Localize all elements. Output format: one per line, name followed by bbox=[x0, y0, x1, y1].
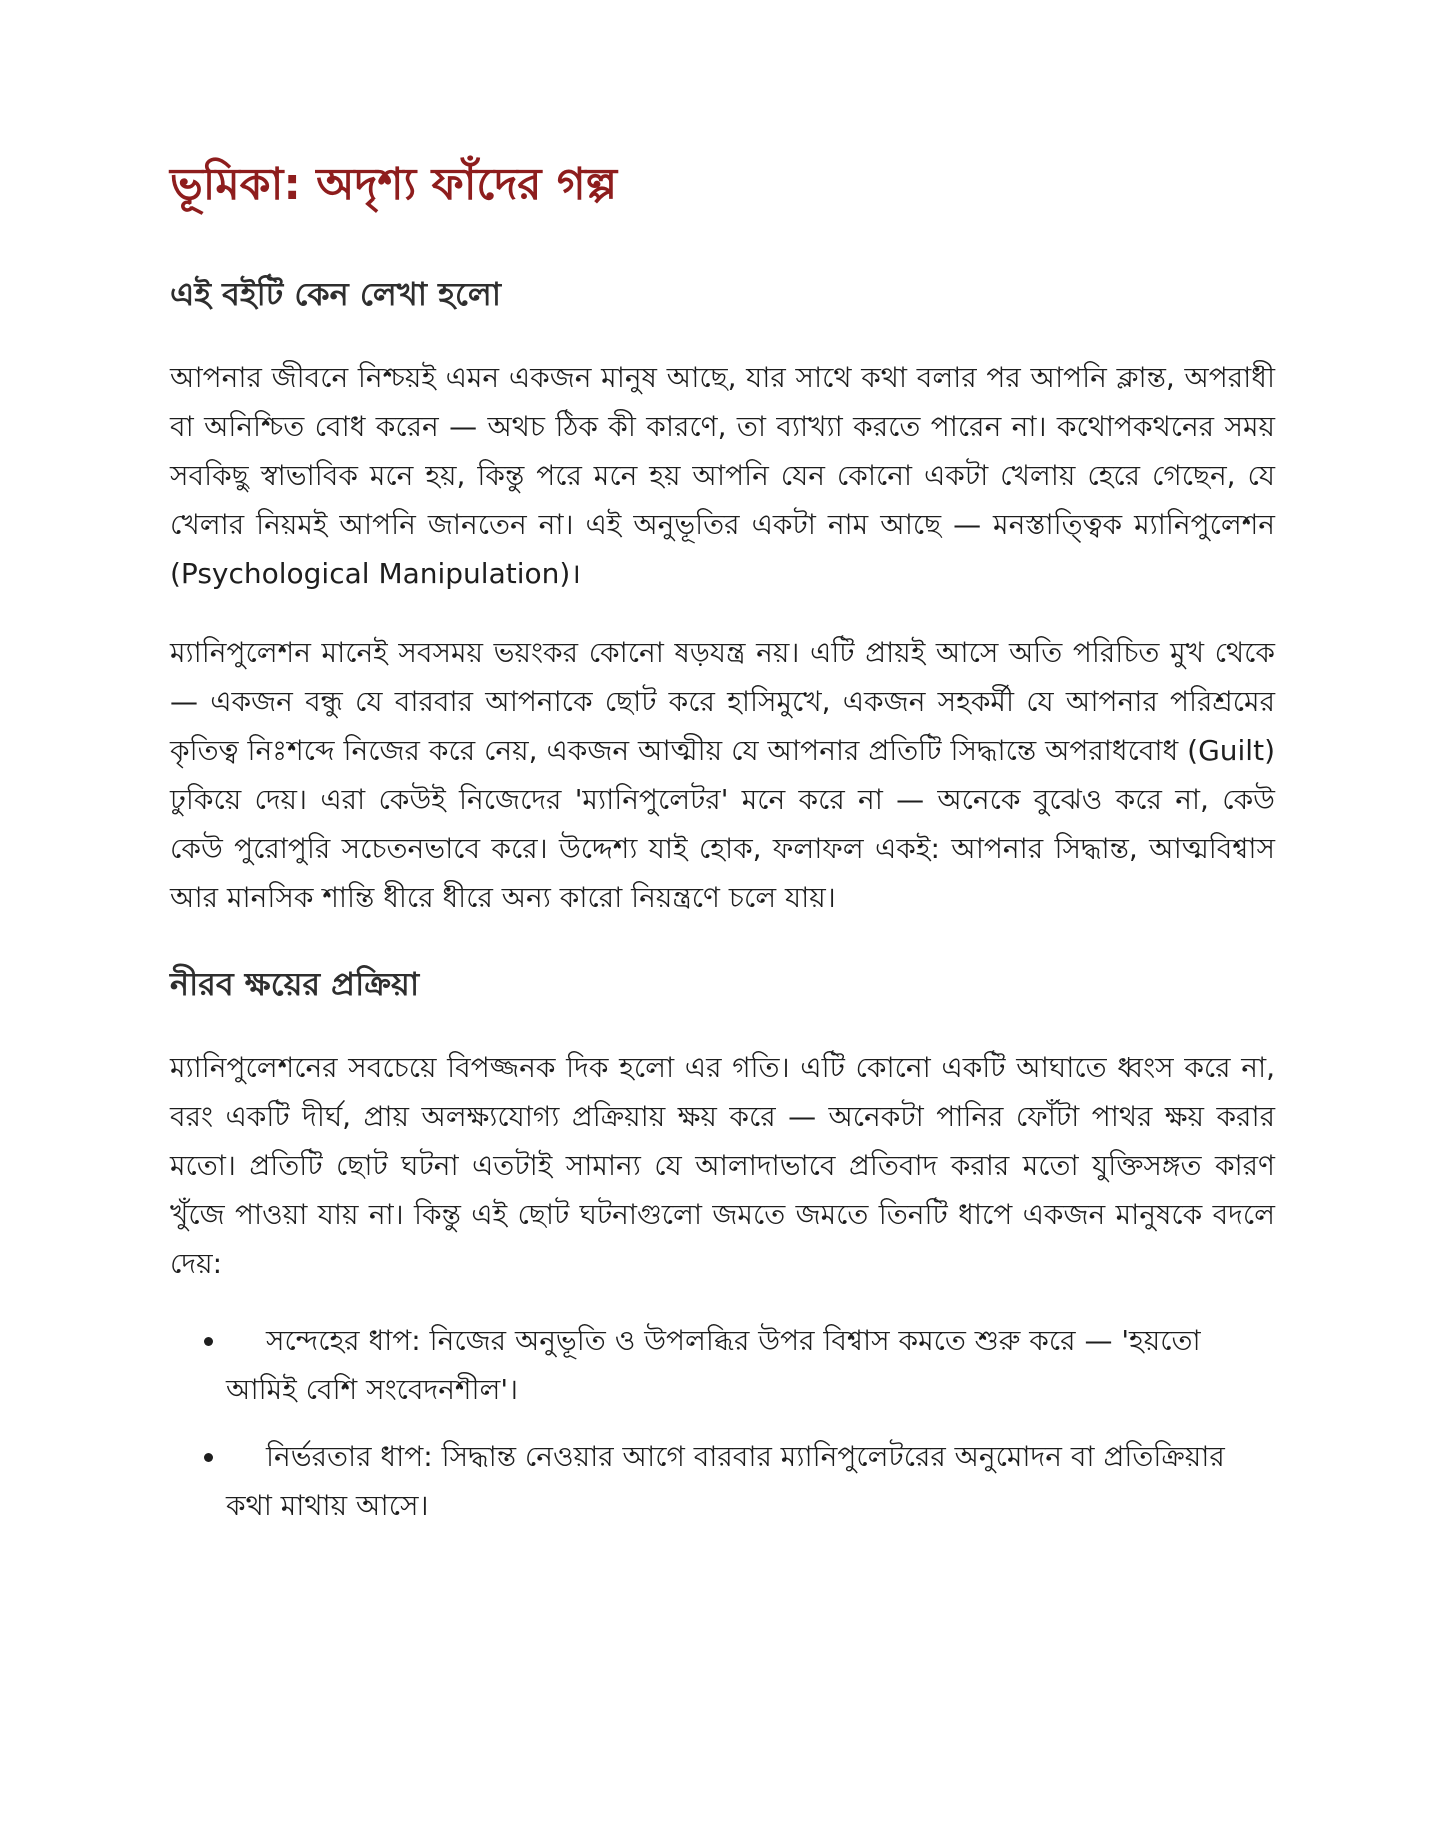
body-paragraph: ম্যানিপুলেশনের সবচেয়ে বিপজ্জনক দিক হলো এর গতি। এটি কোনো একটি আঘাতে ধ্বংস করে না, বরং একটি দীর্ঘ, প্রায় অলক্ষ্যযোগ্য প্রক্রিয়ায় ক্ষয় করে — অনেকটা পানির ফোঁটা পাথর ক্ষয় করার মতো। প্রতিটি ছোট ঘটনা এতটাই সামান্য যে আলাদাভাবে প্রতিবাদ করার মতো যুক্তিসঙ্গত কারণ খুঁজে পাওয়া যায় না। কিন্তু এই ছোট ঘটনাগুলো জমতে জমতে তিনটি ধাপে একজন মানুষকে বদলে দেয়: bbox=[170, 1051, 1275, 1280]
list-item bbox=[170, 1432, 1275, 1530]
list-item bbox=[170, 1316, 1275, 1414]
section-heading: এই বইটি কেন লেখা হলো bbox=[170, 275, 501, 313]
section-why-this-book bbox=[170, 270, 1275, 922]
bullet-icon bbox=[204, 1453, 213, 1462]
chapter-title: ভূমিকা: অদৃশ্য ফাঁদের গল্প bbox=[170, 159, 618, 210]
body-paragraph: আপনার জীবনে নিশ্চয়ই এমন একজন মানুষ আছে, যার সাথে কথা বলার পর আপনি ক্লান্ত, অপরাধী বা অনিশ্চিত বোধ করেন — অথচ ঠিক কী কারণে, তা ব্যাখ্যা করতে পারেন না। কথোপকথনের সময় সবকিছু স্বাভাবিক মনে হয়, কিন্তু পরে মনে হয় আপনি যেন কোনো একটা খেলায় হেরে গেছেন, যে খেলার নিয়মই আপনি জানতেন না। এই অনুভূতির একটা নাম আছে — মনস্তাত্ত্বিক ম্যানিপুলেশন (Psychological Manipulation)। bbox=[170, 361, 1275, 590]
section-silent-erosion bbox=[170, 960, 1275, 1530]
list-item-text: সন্দেহের ধাপ: নিজের অনুভূতি ও উপলব্ধির উপর বিশ্বাস কমতে শুরু করে — 'হয়তো আমিই বেশি সংবেদনশীল'। bbox=[226, 1324, 1201, 1406]
section-heading: নীরব ক্ষয়ের প্রক্রিয়া bbox=[170, 965, 420, 1003]
list-item-text: নির্ভরতার ধাপ: সিদ্ধান্ত নেওয়ার আগে বারবার ম্যানিপুলেটরের অনুমোদন বা প্রতিক্রিয়ার কথা মাথায় আসে। bbox=[226, 1440, 1225, 1522]
body-paragraph: ম্যানিপুলেশন মানেই সবসময় ভয়ংকর কোনো ষড়যন্ত্র নয়। এটি প্রায়ই আসে অতি পরিচিত মুখ থেকে — একজন বন্ধু যে বারবার আপনাকে ছোট করে হাসিমুখে, একজন সহকর্মী যে আপনার পরিশ্রমের কৃতিত্ব নিঃশব্দে নিজের করে নেয়, একজন আত্মীয় যে আপনার প্রতিটি সিদ্ধান্তে অপরাধবোধ (Guilt) ঢুকিয়ে দেয়। এরা কেউই নিজেদের 'ম্যানিপুলেটর' মনে করে না — অনেকে বুঝেও করে না, কেউ কেউ পুরোপুরি সচেতনভাবে করে। উদ্দেশ্য যাই হোক, ফলাফল একই: আপনার সিদ্ধান্ত, আত্মবিশ্বাস আর মানসিক শান্তি ধীরে ধীরে অন্য কারো নিয়ন্ত্রণে চলে যায়। bbox=[170, 636, 1275, 914]
document-page bbox=[170, 150, 1275, 1548]
bullet-list bbox=[170, 1316, 1275, 1530]
bullet-icon bbox=[204, 1337, 213, 1346]
